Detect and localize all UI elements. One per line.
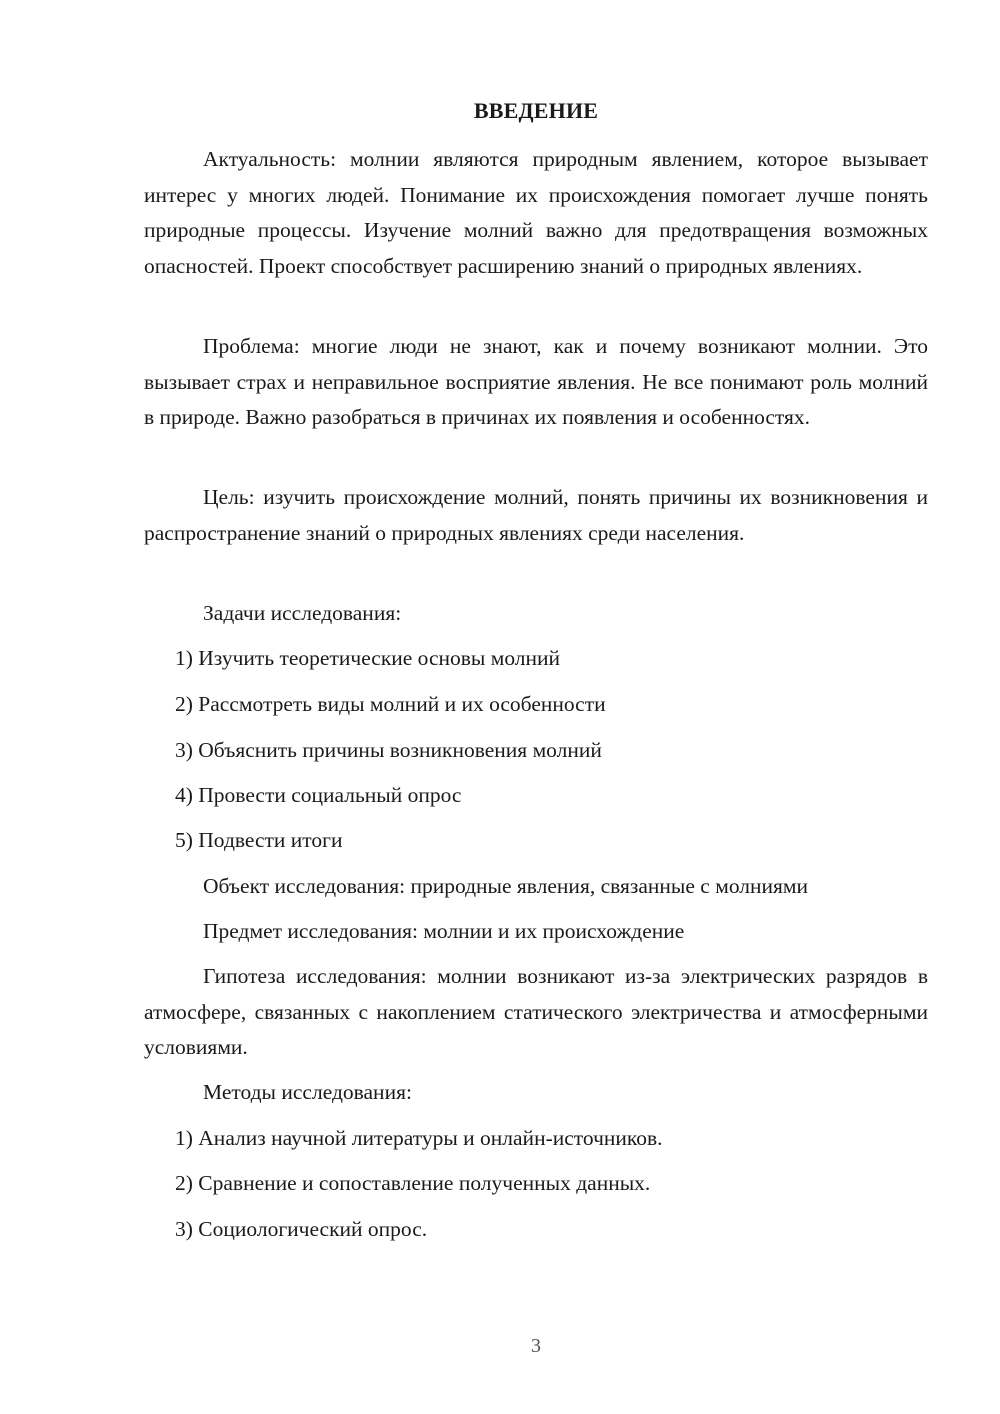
task-item: 2) Рассмотреть виды молний и их особенности — [175, 692, 606, 716]
paragraph-goal: Цель: изучить происхождение молний, понять причины их возникновения и распространение знаний о природных явлениях среди населения. — [144, 485, 928, 545]
tasks-heading: Задачи исследования: — [203, 601, 402, 625]
paragraph-relevance: Актуальность: молнии являются природным явлением, которое вызывает интерес у многих людей. Понимание их происхождения помогает лучше понять природные процессы. Изучение молний важно для предотвращения возможных опасностей. Проект способствует расширению знаний о природных явлениях. — [144, 147, 928, 278]
page-title: ВВЕДЕНИЕ — [473, 98, 599, 123]
method-item: 3) Социологический опрос. — [175, 1217, 428, 1241]
task-item: 3) Объяснить причины возникновения молний — [175, 738, 602, 762]
research-subject: Предмет исследования: молнии и их происхождение — [203, 919, 685, 943]
method-item: 1) Анализ научной литературы и онлайн-источников. — [175, 1126, 663, 1150]
paragraph-hypothesis: Гипотеза исследования: молнии возникают из-за электрических разрядов в атмосфере, связанных с накоплением статического электричества и атмосферными условиями. — [144, 964, 928, 1059]
task-item: 4) Провести социальный опрос — [175, 783, 462, 807]
task-item: 1) Изучить теоретические основы молний — [175, 646, 561, 670]
methods-heading: Методы исследования: — [203, 1080, 412, 1104]
task-item: 5) Подвести итоги — [175, 828, 343, 852]
paragraph-problem: Проблема: многие люди не знают, как и почему возникают молнии. Это вызывает страх и неправильное восприятие явления. Не все понимают роль молний в природе. Важно разобраться в причинах их появления и особенностях. — [144, 334, 928, 429]
page-number: 3 — [531, 1335, 541, 1357]
method-item: 2) Сравнение и сопоставление полученных данных. — [175, 1171, 651, 1195]
research-object: Объект исследования: природные явления, связанные с молниями — [203, 874, 809, 898]
